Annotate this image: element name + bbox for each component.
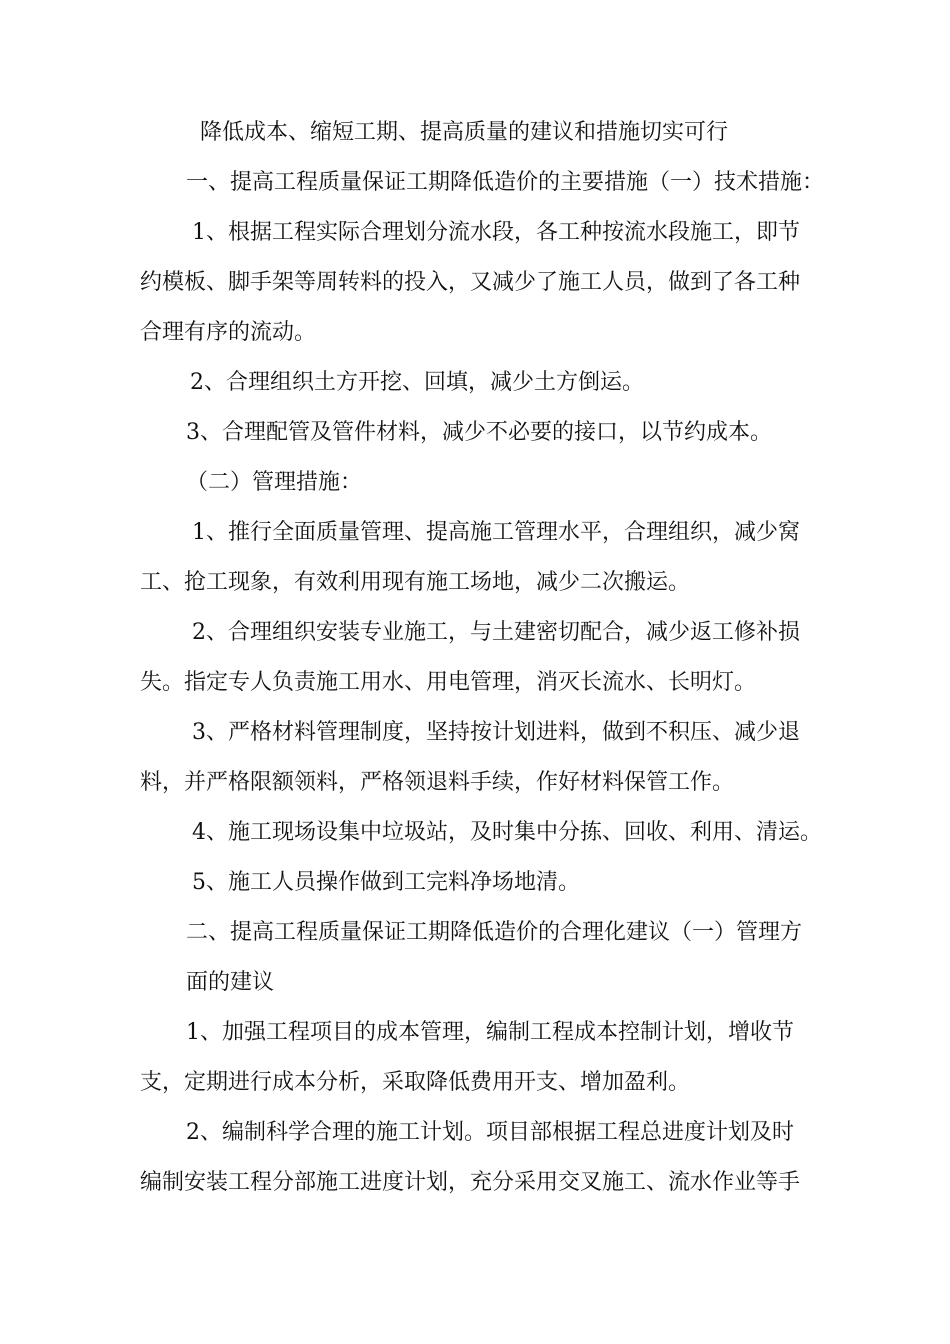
paragraph-line: 3、严格材料管理制度，坚持按计划进料，做到不积压、减少退 — [192, 720, 800, 745]
paragraph-line: 支，定期进行成本分析，采取降低费用开支、增加盈利。 — [140, 1070, 691, 1095]
section-heading-2-cont: 面的建议 — [186, 970, 275, 995]
paragraph-line: 合理有序的流动。 — [140, 320, 317, 345]
paragraph-line: 约模板、脚手架等周转料的投入，又减少了施工人员，做到了各工种 — [140, 270, 801, 295]
paragraph-line: 4、施工现场设集中垃圾站，及时集中分拣、回收、利用、清运。 — [192, 820, 822, 845]
paragraph-line: 1、加强工程项目的成本管理，编制工程成本控制计划，增收节 — [186, 1020, 794, 1045]
paragraph-line: 2、合理组织安装专业施工，与土建密切配合，减少返工修补损 — [192, 620, 800, 645]
paragraph-line: 工、抢工现象，有效利用现有施工场地，减少二次搬运。 — [140, 570, 691, 595]
paragraph-line: 1、根据工程实际合理划分流水段，各工种按流水段施工，即节 — [192, 220, 800, 245]
document-title: 降低成本、缩短工期、提高质量的建议和措施切实可行 — [200, 120, 729, 145]
section-heading-2: 二、提高工程质量保证工期降低造价的合理化建议（一）管理方 — [186, 920, 803, 945]
paragraph-line: 料，并严格限额领料，严格领退料手续，作好材料保管工作。 — [140, 770, 735, 795]
paragraph-line: 失。指定专人负责施工用水、用电管理，消灭长流水、长明灯。 — [140, 670, 757, 695]
paragraph-line: 5、施工人员操作做到工完料净场地清。 — [192, 870, 580, 895]
paragraph-line: 3、合理配管及管件材料，减少不必要的接口，以节约成本。 — [186, 420, 772, 445]
paragraph-line: 2、合理组织土方开挖、回填，减少土方倒运。 — [190, 370, 644, 395]
paragraph-line: 2、编制科学合理的施工计划。项目部根据工程总进度计划及时 — [186, 1120, 794, 1145]
section-heading-1: 一、提高工程质量保证工期降低造价的主要措施（一）技术措施： — [186, 170, 825, 195]
paragraph-line: 1、推行全面质量管理、提高施工管理水平，合理组织，减少窝 — [192, 520, 800, 545]
subsection-heading: （二）管理措施： — [186, 470, 363, 495]
paragraph-line: 编制安装工程分部施工进度计划，充分采用交叉施工、流水作业等手 — [140, 1170, 801, 1195]
